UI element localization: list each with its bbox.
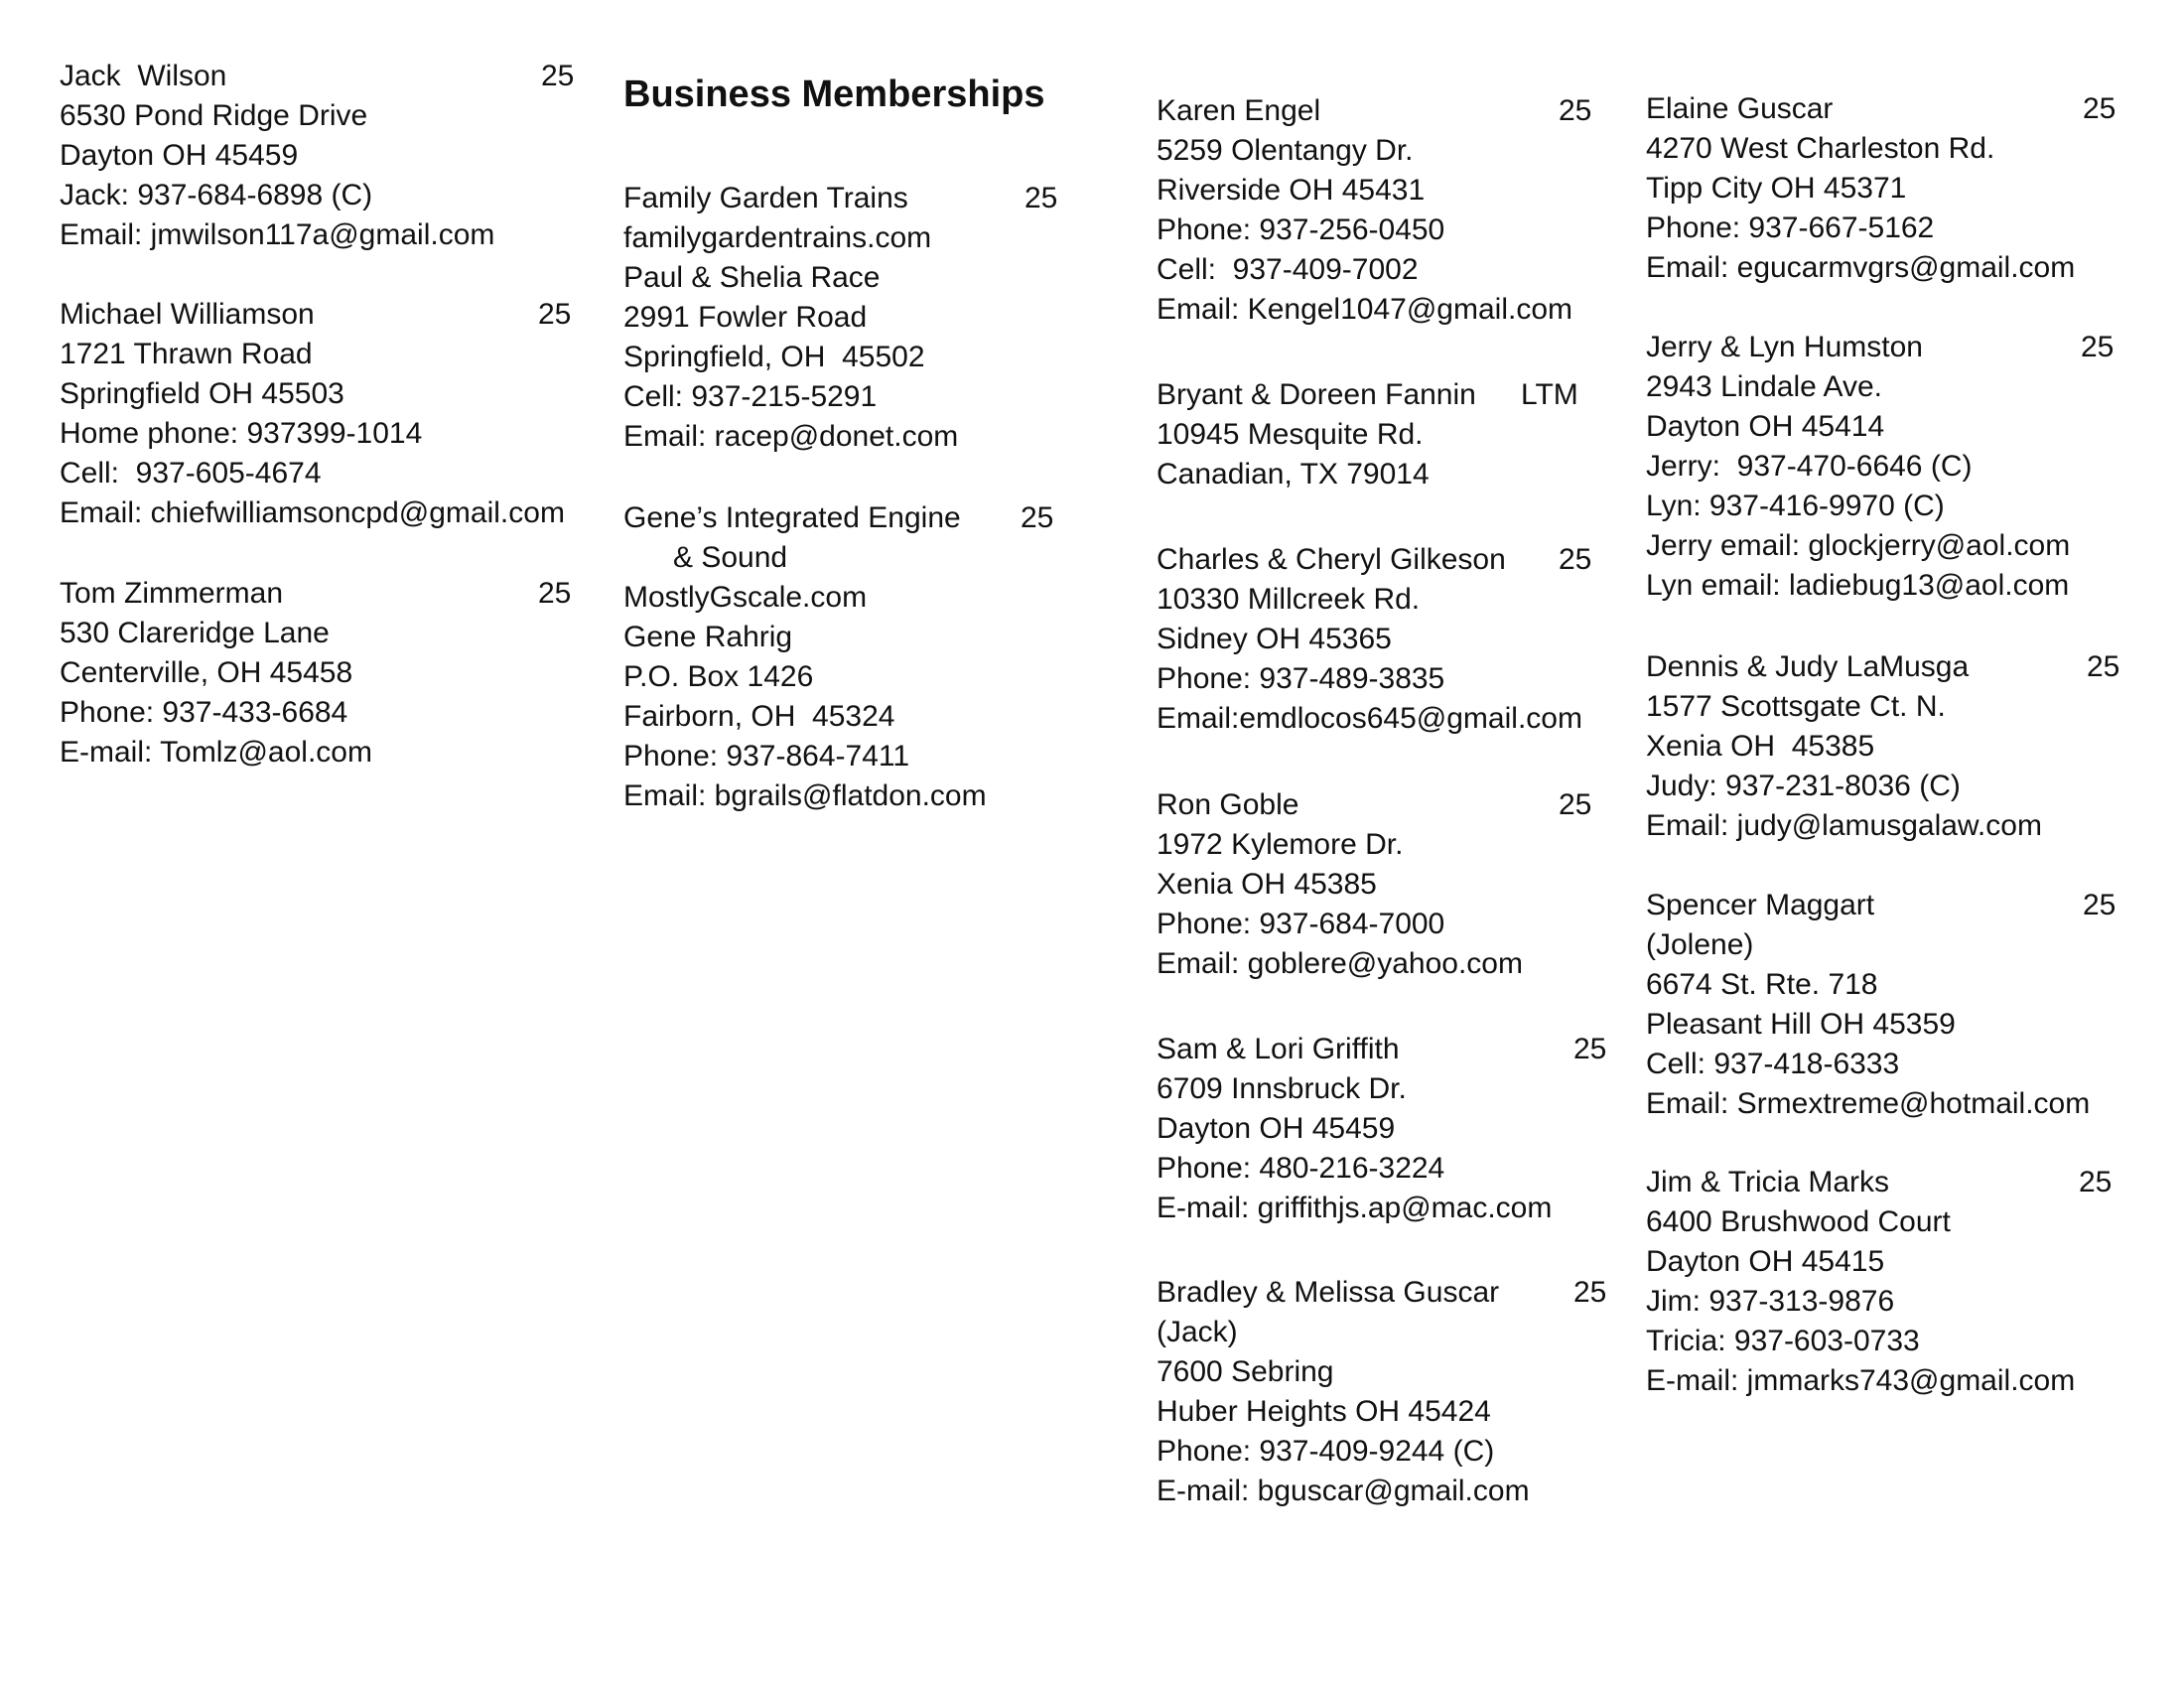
- member-email: Lyn email: ladiebug13@aol.com: [1646, 569, 2070, 602]
- member-email: Email: jmwilson117a@gmail.com: [60, 218, 495, 251]
- member-entry-bradley-melissa-guscar: [1157, 1273, 1613, 1511]
- business-contact: Paul & Shelia Race: [623, 261, 881, 294]
- member-name: Jack Wilson: [60, 60, 227, 92]
- member-phone: Phone: 480-216-3224: [1157, 1152, 1445, 1185]
- business-name-continued: & Sound: [673, 541, 788, 574]
- dues-amount: 25: [541, 60, 575, 92]
- dues-amount: 25: [2083, 889, 2116, 921]
- member-phone: Phone: 937-667-5162: [1646, 211, 1935, 244]
- dues-amount: 25: [1573, 1276, 1607, 1309]
- member-cell: Cell: 937-605-4674: [60, 457, 322, 490]
- member-address: 4270 West Charleston Rd.: [1646, 132, 1995, 165]
- member-phone: Lyn: 937-416-9970 (C): [1646, 490, 1945, 522]
- member-email: E-mail: bguscar@gmail.com: [1157, 1475, 1530, 1507]
- member-home-phone: Home phone: 937399-1014: [60, 417, 423, 450]
- member-city: Huber Heights OH 45424: [1157, 1395, 1491, 1428]
- member-city: Xenia OH 45385: [1646, 730, 1875, 763]
- business-contact: Gene Rahrig: [623, 621, 793, 653]
- member-address: 1721 Thrawn Road: [60, 338, 313, 370]
- business-name: Gene’s Integrated Engine: [623, 501, 961, 534]
- member-city: Dayton OH 45459: [1157, 1112, 1396, 1145]
- member-phone: Phone: 937-256-0450: [1157, 213, 1445, 246]
- member-city: Xenia OH 45385: [1157, 868, 1377, 901]
- dues-amount: 25: [1021, 501, 1054, 534]
- member-cell: Cell: 937-418-6333: [1646, 1048, 1900, 1080]
- member-email: E-mail: Tomlz@aol.com: [60, 736, 372, 769]
- member-email: Email: goblere@yahoo.com: [1157, 947, 1523, 980]
- dues-amount: 25: [1559, 94, 1592, 127]
- business-entry-family-garden-trains: [623, 179, 1080, 457]
- member-city: Dayton OH 45415: [1646, 1245, 1885, 1278]
- business-po-box: P.O. Box 1426: [623, 660, 814, 693]
- member-phone: Jim: 937-313-9876: [1646, 1285, 1895, 1318]
- member-address: 2943 Lindale Ave.: [1646, 370, 1882, 403]
- member-address: 5259 Olentangy Dr.: [1157, 134, 1414, 167]
- business-city: Fairborn, OH 45324: [623, 700, 895, 733]
- member-name: Jerry & Lyn Humston: [1646, 331, 1923, 363]
- member-email: Email: Srmextreme@hotmail.com: [1646, 1087, 2091, 1120]
- member-name: Sam & Lori Griffith: [1157, 1033, 1400, 1065]
- member-address: 1577 Scottsgate Ct. N.: [1646, 690, 1946, 723]
- dues-amount: 25: [1024, 182, 1058, 214]
- member-city: Canadian, TX 79014: [1157, 458, 1430, 491]
- business-email: Email: racep@donet.com: [623, 420, 959, 453]
- member-email: E-mail: griffithjs.ap@mac.com: [1157, 1192, 1553, 1224]
- business-website: familygardentrains.com: [623, 221, 932, 254]
- member-phone: Phone: 937-684-7000: [1157, 908, 1445, 940]
- member-name: Jim & Tricia Marks: [1646, 1166, 1890, 1198]
- member-email: Email: chiefwilliamsoncpd@gmail.com: [60, 496, 565, 529]
- member-email: Email:emdlocos645@gmail.com: [1157, 702, 1582, 735]
- member-city: Centerville, OH 45458: [60, 656, 353, 689]
- member-name: Ron Goble: [1157, 788, 1299, 821]
- member-name: Michael Williamson: [60, 298, 315, 331]
- business-entry-genes-integrated-engine: [623, 498, 1080, 816]
- member-address: 6709 Innsbruck Dr.: [1157, 1072, 1407, 1105]
- business-city: Springfield, OH 45502: [623, 341, 925, 373]
- member-phone: Tricia: 937-603-0733: [1646, 1325, 1920, 1357]
- member-name: Charles & Cheryl Gilkeson: [1157, 543, 1506, 576]
- business-address: 2991 Fowler Road: [623, 301, 868, 334]
- member-entry-ron-goble: [1157, 785, 1613, 984]
- member-phone: Phone: 937-489-3835: [1157, 662, 1445, 695]
- member-name: Bradley & Melissa Guscar: [1157, 1276, 1500, 1309]
- member-name: Tom Zimmerman: [60, 577, 284, 610]
- member-entry-charles-cheryl-gilkeson: [1157, 540, 1613, 739]
- member-name: Bryant & Doreen Fannin: [1157, 378, 1476, 411]
- business-website: MostlyGscale.com: [623, 581, 868, 614]
- section-title: Business Memberships: [623, 73, 1045, 115]
- business-name: Family Garden Trains: [623, 182, 908, 214]
- member-cell: Cell: 937-409-7002: [1157, 253, 1419, 286]
- member-email: E-mail: jmmarks743@gmail.com: [1646, 1364, 2076, 1397]
- business-phone: Phone: 937-864-7411: [623, 740, 910, 773]
- member-name: Karen Engel: [1157, 94, 1321, 127]
- member-email: Email: Kengel1047@gmail.com: [1157, 293, 1572, 326]
- dues-amount: 25: [1559, 788, 1592, 821]
- member-entry-sam-lori-griffith: [1157, 1030, 1613, 1228]
- dues-amount: 25: [2081, 331, 2115, 363]
- dues-amount: 25: [2079, 1166, 2113, 1198]
- member-address: 10330 Millcreek Rd.: [1157, 583, 1421, 616]
- member-entry-michael-williamson: [60, 295, 596, 533]
- member-email: Email: judy@lamusgalaw.com: [1646, 809, 2042, 842]
- member-city: Tipp City OH 45371: [1646, 172, 1907, 205]
- member-entry-jim-tricia-marks: [1646, 1163, 2122, 1401]
- member-city: Pleasant Hill OH 45359: [1646, 1008, 1956, 1041]
- member-city: Sidney OH 45365: [1157, 623, 1392, 655]
- business-email: Email: bgrails@flatdon.com: [623, 779, 987, 812]
- member-name: Spencer Maggart: [1646, 889, 1875, 921]
- member-name: Elaine Guscar: [1646, 92, 1834, 125]
- member-city: Dayton OH 45459: [60, 139, 299, 172]
- member-address: 6400 Brushwood Court: [1646, 1205, 1951, 1238]
- member-phone: Jerry: 937-470-6646 (C): [1646, 450, 1973, 483]
- member-address: 7600 Sebring: [1157, 1355, 1334, 1388]
- member-entry-dennis-judy-lamusga: [1646, 647, 2122, 846]
- member-email: Email: egucarmvgrs@gmail.com: [1646, 251, 2076, 284]
- dues-amount: 25: [2087, 650, 2120, 683]
- member-address: 530 Clareridge Lane: [60, 617, 330, 649]
- member-entry-jack-wilson: [60, 57, 576, 255]
- member-entry-spencer-maggart: [1646, 886, 2122, 1124]
- member-address: 6674 St. Rte. 718: [1646, 968, 1878, 1001]
- member-email: Jerry email: glockjerry@aol.com: [1646, 529, 2071, 562]
- dues-amount: 25: [2083, 92, 2116, 125]
- member-phone: Phone: 937-409-9244 (C): [1157, 1435, 1495, 1468]
- member-phone: Phone: 937-433-6684: [60, 696, 348, 729]
- dues-amount: LTM: [1521, 378, 1578, 411]
- business-cell: Cell: 937-215-5291: [623, 380, 878, 413]
- member-name: Dennis & Judy LaMusga: [1646, 650, 1970, 683]
- member-entry-jerry-lyn-humston: [1646, 328, 2122, 606]
- member-entry-karen-engel: [1157, 91, 1613, 330]
- member-entry-tom-zimmerman: [60, 574, 576, 773]
- member-address: 10945 Mesquite Rd.: [1157, 418, 1424, 451]
- dues-amount: 25: [538, 298, 572, 331]
- member-note: (Jack): [1157, 1316, 1238, 1348]
- dues-amount: 25: [1559, 543, 1592, 576]
- member-phone: Jack: 937-684-6898 (C): [60, 179, 373, 211]
- member-entry-elaine-guscar: [1646, 89, 2122, 288]
- dues-amount: 25: [1573, 1033, 1607, 1065]
- member-city: Springfield OH 45503: [60, 377, 344, 410]
- member-address: 1972 Kylemore Dr.: [1157, 828, 1404, 861]
- member-entry-bryant-doreen-fannin: [1157, 375, 1613, 494]
- member-phone: Judy: 937-231-8036 (C): [1646, 770, 1961, 802]
- dues-amount: 25: [538, 577, 572, 610]
- member-city: Dayton OH 45414: [1646, 410, 1885, 443]
- member-note: (Jolene): [1646, 928, 1754, 961]
- member-address: 6530 Pond Ridge Drive: [60, 99, 368, 132]
- member-city: Riverside OH 45431: [1157, 174, 1426, 207]
